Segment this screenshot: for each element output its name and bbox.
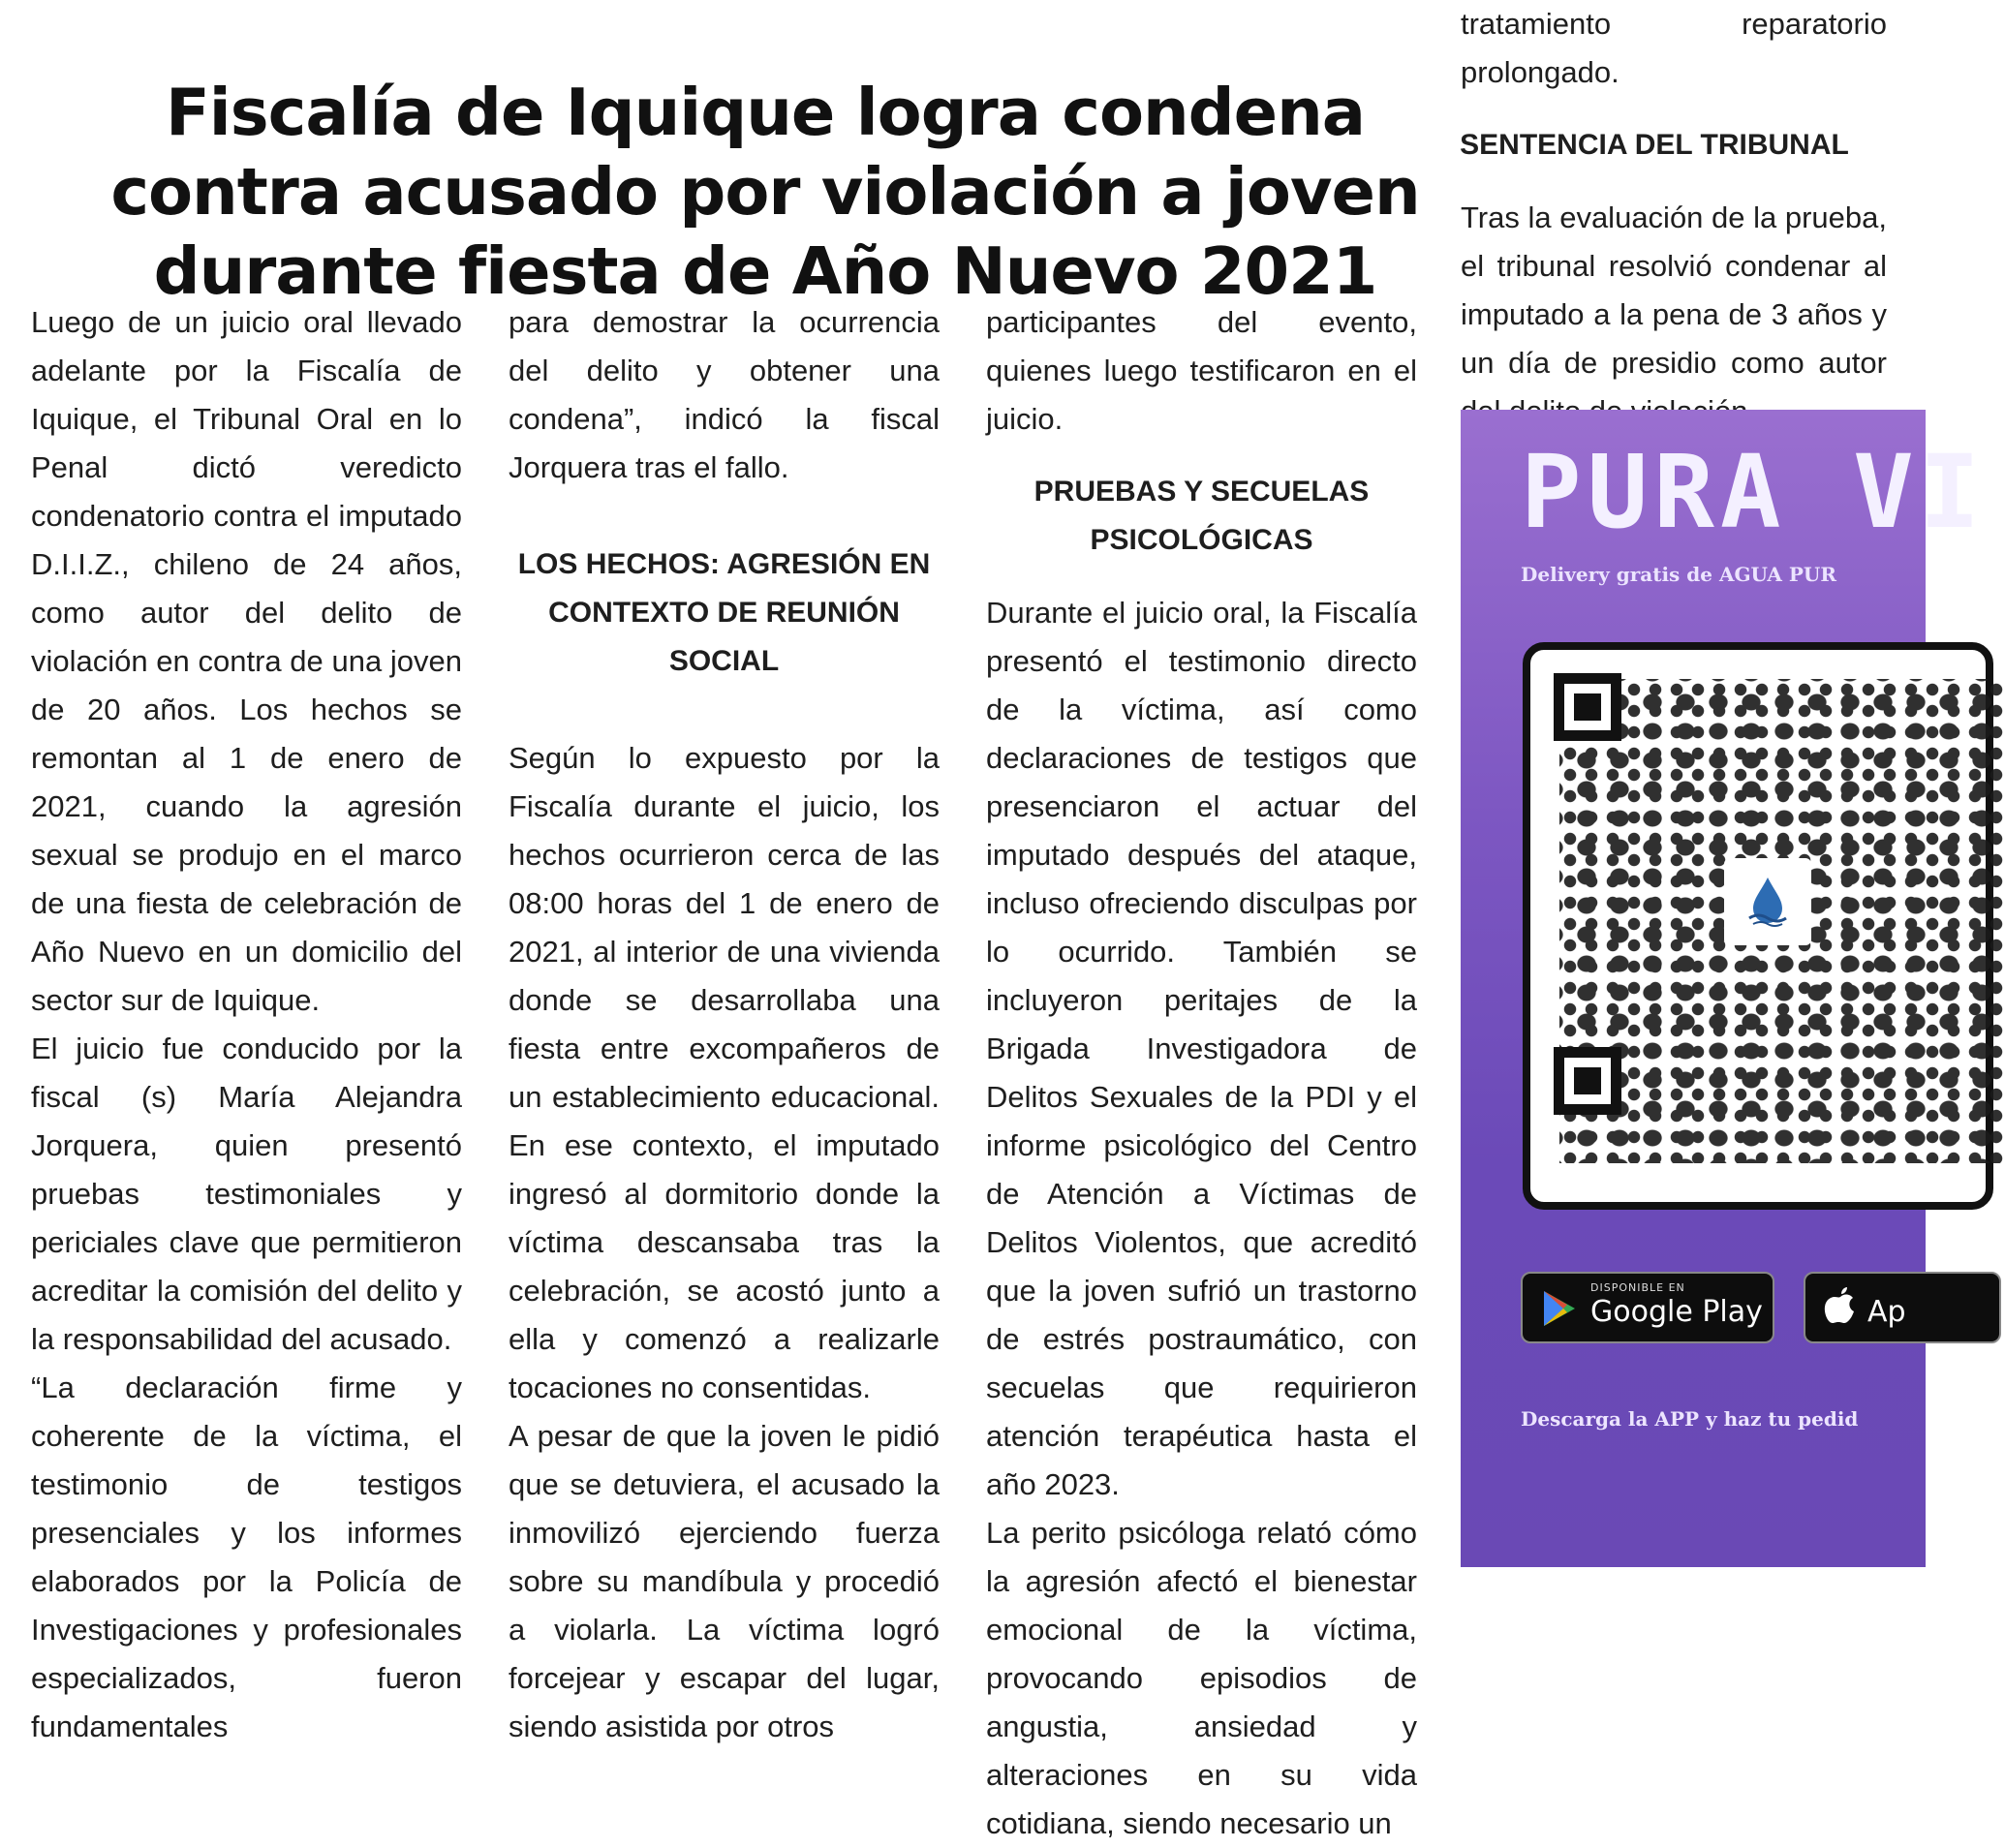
paragraph: Luego de un juicio oral llevado adelante por la Fiscalía de Iquique, el Tribunal Oral en lo Penal dictó veredicto condenatorio contra el imputado D.I.I.Z., chileno de 24 años, como autor del delito de violación en contra de una joven de 20 años. Los hechos se remontan al 1 de enero de 2021, cuando la agresión sexual se produjo en el marco de una fiesta de celebración de Año Nuevo en un domicilio del sector sur de Iquique. (31, 305, 462, 1017)
ad-brand-name: PURA VI (1521, 433, 1987, 551)
section-heading-hechos: LOS HECHOS: AGRESIÓN EN CONTEXTO DE REUNIÓN SOCIAL (517, 548, 931, 677)
google-play-button[interactable] (1521, 1272, 1774, 1343)
apple-icon (1823, 1285, 1858, 1328)
water-drop-logo-icon (1745, 876, 1790, 928)
google-play-caption: DISPONIBLE EN (1590, 1281, 1685, 1294)
section-heading-sentencia: SENTENCIA DEL TRIBUNAL (1460, 129, 1849, 161)
article-column-2 (509, 298, 940, 1751)
app-store-button[interactable] (1804, 1272, 2001, 1343)
google-play-label: Google Play (1590, 1295, 1763, 1329)
article-column-4 (1461, 0, 1887, 436)
qr-center-logo (1724, 858, 1811, 945)
paragraph: Durante el juicio oral, la Fiscalía presentó el testimonio directo de la víctima, así como declaraciones de testigos que presenciaron el actuar del imputado después del ataque, incluso ofreciendo disculpas por lo ocurrido. También se incluyeron peritajes de la Brigada Investigadora de Delitos Sexuales de la PDI y el informe psicológico del Centro de Atención a Víctimas de Delitos Violentos, que acreditó que la joven sufrió un trastorno de estrés postraumático, con secuelas que requirieron atención terapéutica hasta el año 2023. (986, 596, 1417, 1501)
paragraph: A pesar de que la joven le pidió que se detuviera, el acusado la inmovilizó ejerciendo fuerza sobre su mandíbula y procedió a violarla. La víctima logró forcejear y escapar del lugar, siendo asistida por otros (509, 1419, 940, 1743)
article-column-3 (986, 298, 1417, 1848)
paragraph: para demostrar la ocurrencia del delito y obtener una condena”, indicó la fiscal Jorquera tras el fallo. (509, 305, 940, 484)
paragraph: “La declaración firme y coherente de la víctima, el testimonio de testigos presenciales y los informes elaborados por la Policía de Investigaciones y profesionales especializados, fueron fundamentales (31, 1371, 462, 1743)
qr-finder-icon (1554, 673, 1621, 741)
paragraph: El juicio fue conducido por la fiscal (s) María Alejandra Jorquera, quien presentó pruebas testimoniales y periciales clave que permitieron acreditar la comisión del delito y la responsabilidad del acusado. (31, 1032, 462, 1356)
article-column-1 (31, 298, 462, 1751)
paragraph: tratamiento reparatorio prolongado. (1461, 7, 1887, 89)
advertisement-banner[interactable] (1461, 410, 1987, 1567)
paragraph: Tras la evaluación de la prueba, el tribunal resolvió condenar al imputado a la pena de 3 años y un día de presidio como autor (1461, 200, 1888, 380)
paragraph: participantes del evento, quienes luego testificaron en el juicio. (986, 305, 1417, 436)
paragraph: Según lo expuesto por la Fiscalía durante el juicio, los hechos ocurrieron cerca de las 08:00 horas del 1 de enero de 2021, al interior de una vivienda donde se desarrollaba una fiesta entre excompañeros de un establecimiento educacional. En ese contexto, el imputado ingresó al dormitorio donde la víctima descansaba tras la celebración, se acostó junto a ella y comenzó a realizarle tocaciones no consentidas. (509, 741, 940, 1404)
section-heading-pruebas: PRUEBAS Y SECUELAS PSICOLÓGICAS (1033, 476, 1370, 556)
app-store-label: Ap (1867, 1295, 1906, 1329)
qr-finder-icon (1554, 1047, 1621, 1115)
paragraph: La perito psicóloga relató cómo la agresión afectó el bienestar emocional de la víctima, provocando episodios de angustia, ansiedad y alteraciones en su vida cotidiana, siendo necesario un (986, 1516, 1417, 1840)
ad-tagline: Delivery gratis de AGUA PUR (1521, 563, 1836, 586)
google-play-icon (1538, 1287, 1581, 1330)
ad-footer-text: Descarga la APP y haz tu pedid (1521, 1407, 1859, 1431)
qr-code[interactable] (1523, 642, 1993, 1210)
article-headline: Fiscalía de Iquique logra condena contra acusado por violación a joven durante fiesta de Año Nuevo 2021 (110, 74, 1420, 309)
